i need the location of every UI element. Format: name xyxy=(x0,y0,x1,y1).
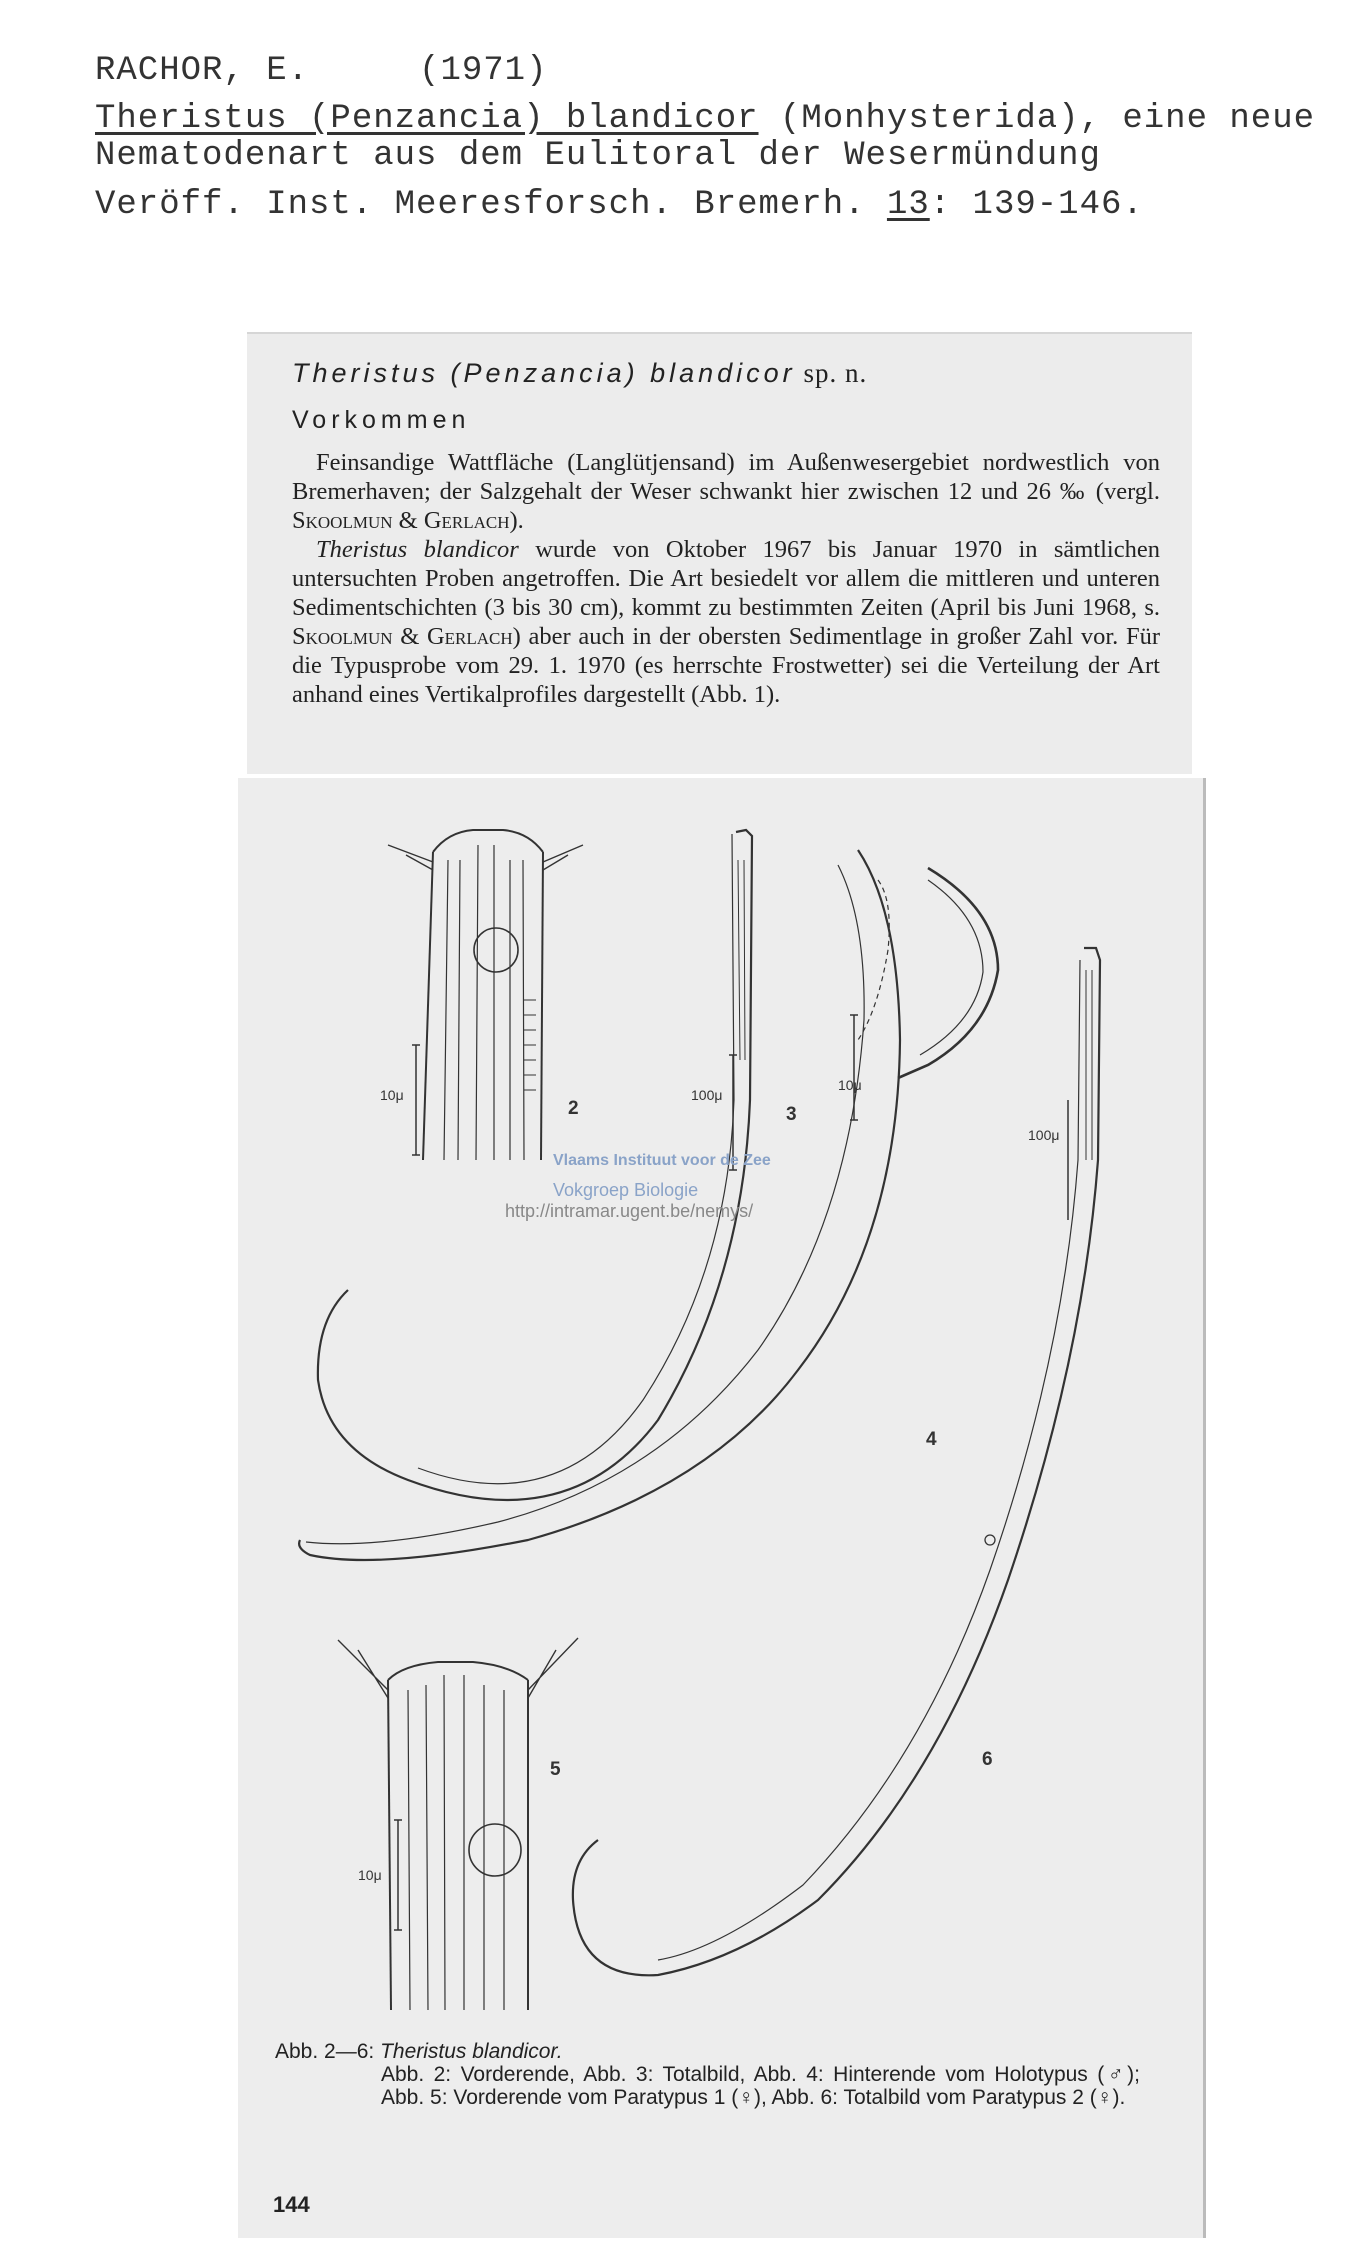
pages: : 139-146. xyxy=(929,186,1144,224)
figure-2-label: 2 xyxy=(568,1098,579,1119)
species-name-underlined: Theristus (Penzancia) blandicor xyxy=(95,100,759,138)
species-heading: Theristus (Penzancia) blandicor sp. n. xyxy=(292,358,868,388)
year: (1971) xyxy=(419,52,548,90)
figure-2-scale: 10μ xyxy=(380,1087,404,1103)
watermark-url: Vokgroep Biologie http://intramar.ugent.be/nemys/ xyxy=(505,1180,754,1221)
reference-author-line xyxy=(95,52,547,90)
figure-6-label: 6 xyxy=(982,1749,993,1770)
figure-6-total-female xyxy=(573,948,1100,1975)
paragraph-1: Feinsandige Wattfläche (Langlütjensand) im Außenwesergebiet nordwestlich von Bremerhaven; der Salzgehalt der Weser schwankt hier zwischen 12 und 26 ‰ (vergl. Skoolmun & Gerlach). xyxy=(292,449,1160,534)
paragraph-2: Theristus blandicor wurde von Oktober 1967 bis Januar 1970 in sämtlichen untersuchten Proben angetroffen. Die Art besiedelt vor allem die mittleren und unteren Sedimentschichten (3 bis 30 cm), kommt zu bestimmten Zeiten (April bis Juni 1968, s. Skoolmun & Gerlach) aber auch in der obersten Sedimentlage in großer Zahl vor. Für die Typusprobe vom 29. 1. 1970 (es herrschte Frostwetter) sei die Verteilung der Art anhand eines Vertikalprofiles dargestellt (Abb. 1). xyxy=(292,536,1160,708)
figure-4-label: 4 xyxy=(926,1429,937,1450)
section-heading: Vorkommen xyxy=(292,406,471,434)
figure-6-scale: 100μ xyxy=(1028,1127,1060,1143)
figure-5-label: 5 xyxy=(550,1759,561,1780)
figure-5-anterior-end xyxy=(338,1638,578,2010)
figure-5-scale: 10μ xyxy=(358,1867,382,1883)
reference-journal-line xyxy=(95,186,1144,224)
title-rest: (Monhysterida), eine neue xyxy=(758,100,1316,138)
author: RACHOR, E. xyxy=(95,52,310,90)
figure-2-anterior-end xyxy=(380,830,583,1160)
watermark-logo: Vlaams Instituut voor de Zee xyxy=(553,1152,771,1169)
figure-3-scale: 100μ xyxy=(691,1087,723,1103)
reference-title-line xyxy=(95,100,1315,138)
reference-title-line-2: Nematodenart aus dem Eulitoral der Wesermündung xyxy=(95,137,1101,175)
figure-caption: Abb. 2—6: Theristus blandicor. Abb. 2: Vorderende, Abb. 3: Totalbild, Abb. 4: Hinterende vom Holotypus (♂); Abb. 5: Vorderende vom Paratypus 1 (♀), Abb. 6: Totalbild vom Paratypus 2 (♀). xyxy=(275,2040,1140,2109)
volume: 13 xyxy=(886,186,930,224)
figure-4-scale: 10μ xyxy=(838,1077,862,1093)
figure-3-label: 3 xyxy=(786,1104,797,1125)
nematode-figure xyxy=(238,800,1200,2040)
article-body xyxy=(292,448,1160,709)
page-number: 144 xyxy=(273,2192,310,2217)
journal: Veröff. Inst. Meeresforsch. Bremerh. xyxy=(95,186,887,224)
